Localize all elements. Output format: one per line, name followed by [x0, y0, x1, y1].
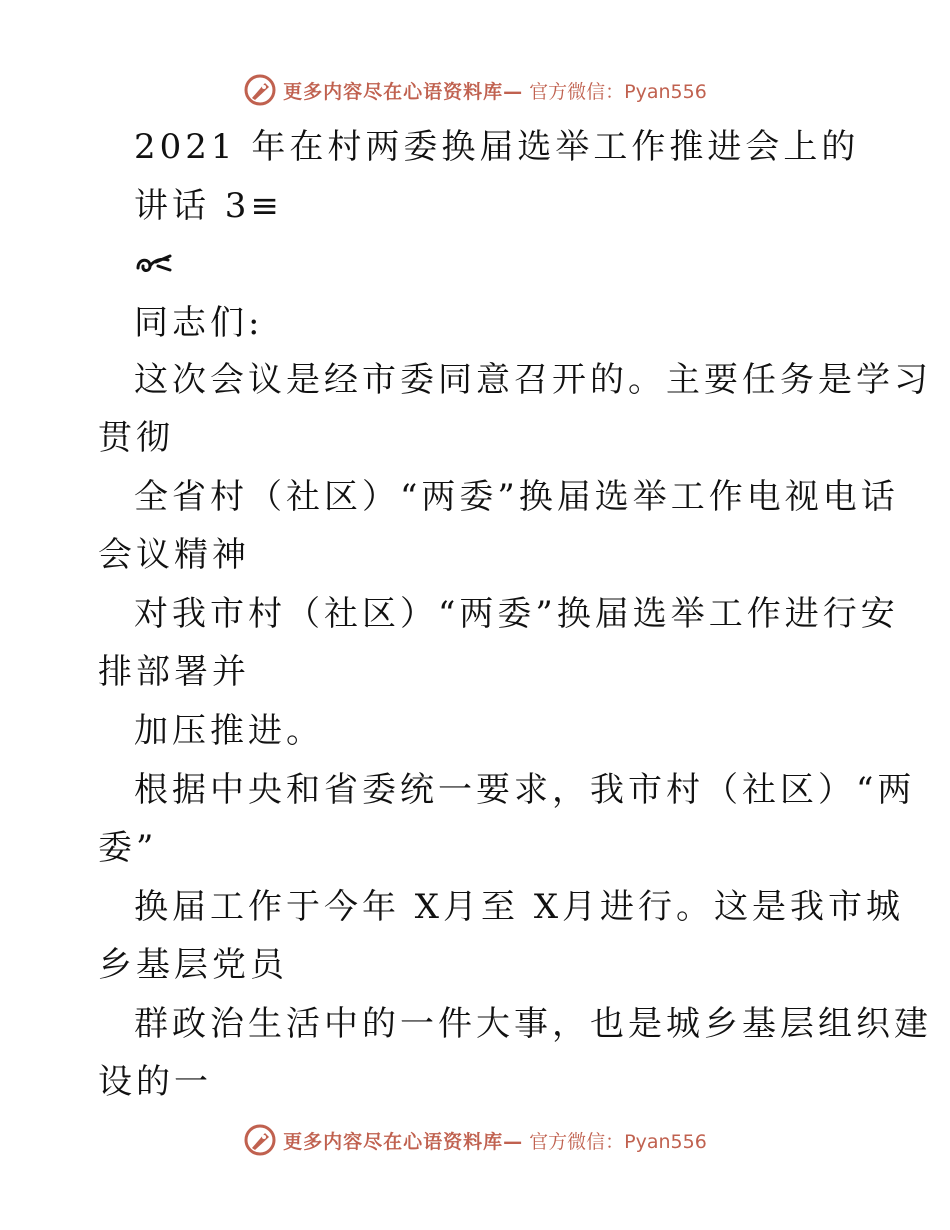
- text-line: 加压推进。: [134, 711, 324, 751]
- text-line: 这次会议是经市委同意召开的。主要任务是学习: [134, 360, 932, 400]
- doc-title-line1: 2021 年在村两委换届选举工作推进会上的: [134, 127, 860, 167]
- text-line: 换届工作于今年 X月至 X月进行。这是我市城: [134, 887, 905, 927]
- text-line: 排部署并: [98, 652, 250, 692]
- text-line: 会议精神: [98, 535, 250, 575]
- footer-banner: [0, 1120, 950, 1160]
- banner-wechat: 官方微信：Pyan556: [529, 1130, 707, 1153]
- pen-nib-logo-icon: [243, 73, 277, 107]
- text-line: 委”: [98, 828, 158, 868]
- pen-nib-logo-icon: [243, 1123, 277, 1157]
- banner-wechat: 官方微信：Pyan556: [529, 80, 707, 103]
- banner-text: 更多内容尽在心语资料库—: [283, 1130, 524, 1153]
- banner-text: 更多内容尽在心语资料库—: [283, 80, 524, 103]
- text-line: 对我市村（社区）“两委”换届选举工作进行安: [134, 594, 899, 634]
- text-line: 根据中央和省委统一要求，我市村（社区）“两: [134, 770, 916, 810]
- text-line: 乡基层党员: [98, 945, 288, 985]
- doc-title-line2: 讲话 3≡: [134, 186, 283, 226]
- text-line: 同志们:: [134, 303, 264, 343]
- text-line: 全省村（社区）“两委”换届选举工作电视电话: [134, 477, 899, 517]
- text-line: 设的一: [98, 1062, 212, 1102]
- text-line: 群政治生活中的一件大事，也是城乡基层组织建: [134, 1004, 932, 1044]
- flourish-ornament-icon: [134, 250, 174, 280]
- header-banner: [0, 70, 950, 110]
- text-line: 贯彻: [98, 418, 174, 458]
